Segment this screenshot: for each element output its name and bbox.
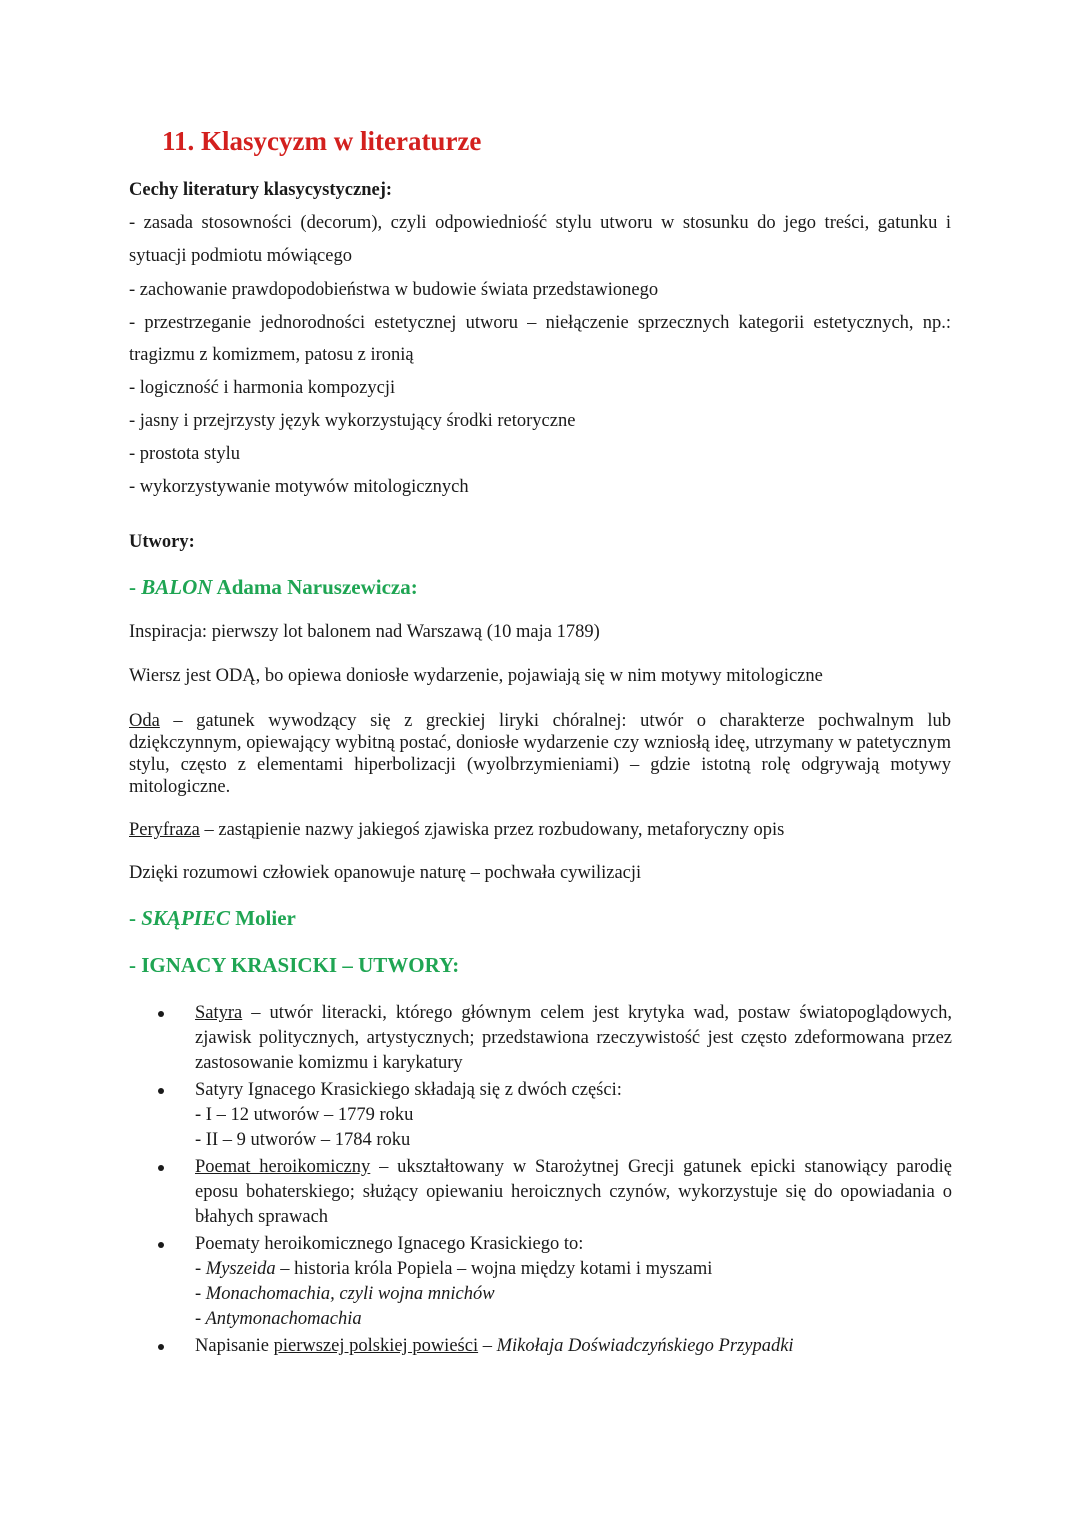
skapiec-dash: - (129, 906, 142, 930)
feature-decorum-line2: sytuacji podmiotu mówiącego (129, 246, 352, 266)
list-item (195, 1078, 952, 1153)
skapiec-heading (129, 906, 296, 931)
skapiec-title: SKĄPIEC (141, 906, 230, 930)
bullet-icon (158, 1088, 164, 1094)
satyry-part-1: - I – 12 utworów – 1779 roku (195, 1105, 414, 1125)
balon-title: BALON (141, 575, 213, 599)
poemat-term: Poemat heroikomiczny (195, 1157, 371, 1177)
bullet-icon (158, 1165, 164, 1171)
balon-oda-note: Wiersz jest ODĄ, bo opiewa doniosłe wydarzenie, pojawiają się w nim motywy mitologiczne (129, 666, 823, 686)
satyry-part-2: - II – 9 utworów – 1784 roku (195, 1130, 411, 1150)
powiesc-dash: – (478, 1336, 497, 1356)
myszeida-desc: – historia króla Popiela – wojna między kotami i myszami (275, 1259, 713, 1279)
feature-homogeneity-line1: - przestrzeganie jednorodności estetycznej utworu – niełączenie sprzecznych kategorii estetycznych, np.: (129, 313, 951, 333)
works-heading: Utwory: (129, 532, 195, 552)
feature-mythology: - wykorzystywanie motywów mitologicznych (129, 477, 469, 497)
balon-author: Adama Naruszewicza: (212, 575, 418, 599)
list-item (195, 1155, 952, 1230)
peryfraza-def-text: – zastąpienie nazwy jakiegoś zjawiska przez rozbudowany, metaforyczny opis (199, 820, 785, 840)
powiesc-term: pierwszej polskiej powieści (273, 1336, 479, 1356)
feature-decorum-line1: - zasada stosowności (decorum), czyli odpowiedniość stylu utworu w stosunku do jego treści, gatunku i (129, 213, 951, 233)
skapiec-author: Molier (229, 906, 296, 930)
powiesc-title: Mikołaja Doświadczyńskiego Przypadki (496, 1336, 794, 1356)
balon-conclusion: Dzięki rozumowi człowiek opanowuje naturę – pochwała cywilizacji (129, 863, 642, 883)
monachomachia-item: - Monachomachia, czyli wojna mnichów (195, 1284, 495, 1304)
satyra-term: Satyra (195, 1003, 243, 1023)
feature-simplicity: - prostota stylu (129, 444, 240, 464)
balon-inspiration: Inspiracja: pierwszy lot balonem nad Warszawą (10 maja 1789) (129, 622, 600, 642)
feature-probability: - zachowanie prawdopodobieństwa w budowie świata przedstawionego (129, 280, 659, 300)
peryfraza-term: Peryfraza (129, 820, 200, 840)
balon-dash: - (129, 575, 142, 599)
balon-heading (129, 575, 418, 600)
krasicki-heading: - IGNACY KRASICKI – UTWORY: (129, 953, 460, 977)
oda-definition (129, 710, 951, 798)
bullet-icon (158, 1344, 164, 1350)
myszeida-title: Myszeida (205, 1259, 276, 1279)
antymonachomachia-item: - Antymonachomachia (195, 1309, 362, 1329)
powiesc-prefix: Napisanie (195, 1336, 274, 1356)
features-heading: Cechy literatury klasycystycznej: (129, 180, 393, 200)
krasicki-works-list (195, 1001, 952, 1361)
myszeida-item (195, 1257, 952, 1282)
list-item (195, 1334, 952, 1359)
bullet-icon (158, 1242, 164, 1248)
myszeida-dash: - (195, 1259, 206, 1279)
satyry-intro: Satyry Ignacego Krasickiego składają się z dwóch części: (195, 1080, 622, 1100)
poematy-intro: Poematy heroikomicznego Ignacego Krasickiego to: (195, 1234, 584, 1254)
satyra-def: – utwór literacki, którego głównym celem jest krytyka wad, postaw światopoglądowych, zjawisk politycznych, artystycznych; przedstawiona rzeczywistość jest często zdeformowana przez zastosowanie komizmu i karykatury (195, 1003, 952, 1073)
page-title: 11. Klasycyzm w literaturze (162, 126, 482, 156)
feature-language: - jasny i przejrzysty język wykorzystujący środki retoryczne (129, 411, 576, 431)
bullet-icon (158, 1011, 164, 1017)
oda-term: Oda (129, 711, 160, 731)
oda-def-text: – gatunek wywodzący się z greckiej liryki chóralnej: utwór o charakterze pochwalnym lub dziękczynnym, opiewający wybitną postać, doniosłe wydarzenie czy wzniosłą ideę, utrzymany w patetycznym stylu, często z elementami hiperbolizacji (wyolbrzymieniami) – gdzie istotną rolę odgrywają motywy mitologiczne. (129, 711, 951, 797)
list-item (195, 1232, 952, 1332)
feature-homogeneity-line2: tragizmu z komizmem, patosu z ironią (129, 345, 414, 365)
peryfraza-definition (129, 820, 784, 841)
feature-composition: - logiczność i harmonia kompozycji (129, 378, 396, 398)
poemat-def: – ukształtowany w Starożytnej Grecji gatunek epicki stanowiący parodię eposu bohaterskiego; służący opiewaniu heroicznych czynów, wykorzystuje się do opowiadania o błahych sprawach (195, 1157, 952, 1227)
list-item (195, 1001, 952, 1076)
